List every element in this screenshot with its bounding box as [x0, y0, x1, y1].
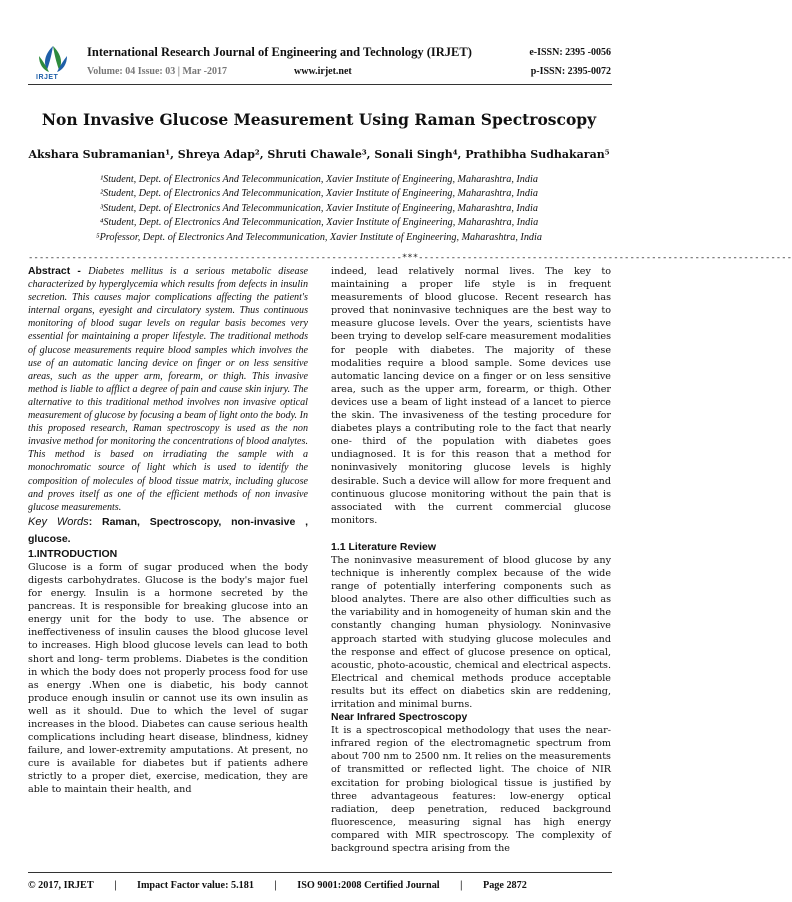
abstract-label: Abstract -	[28, 266, 89, 277]
footer-impact-factor: Impact Factor value: 5.181	[136, 880, 254, 891]
affiliation: ¹Student, Dept. of Electronics And Telecommunication, Xavier Institute of Engineering, Maharashtra, India	[100, 174, 538, 185]
keywords	[28, 514, 308, 548]
header-divider	[28, 84, 612, 85]
footer-iso: ISO 9001:2008 Certified Journal	[297, 880, 440, 891]
keywords-label: Key Words	[28, 515, 89, 528]
page-footer: © 2017, IRJET | Impact Factor value: 5.181 | ISO 9001:2008 Certified Journal | Page 2872	[28, 880, 527, 891]
affiliation: ⁴Student, Dept. of Electronics And Telecommunication, Xavier Institute of Engineering, Maharashtra, India	[99, 217, 539, 229]
journal-header	[0, 0, 638, 80]
introduction-heading: 1.INTRODUCTION	[28, 547, 118, 560]
abstract	[28, 265, 308, 514]
right-column	[331, 265, 611, 855]
footer-copyright: © 2017, IRJET	[28, 880, 94, 891]
literature-text: The noninvasive measurement of blood glucose by any technique is inherently complex because of the wide range of potentially interfering components such as blood analytes. There are also other difficulties such as the variability and in homogeneity of human skin and the constantly changing human physiology. Noninvasive approach started with studying glucose molecules and the response and effect of glucose presence on optical, acoustic, photo-acoustic, chemical and electrical aspects. Electrical and chemical methods produce acceptable results but its effect on diabetics skin are reddening, irritation and minimal burns.	[331, 554, 611, 710]
affiliations	[0, 173, 638, 245]
abstract-text: Diabetes mellitus is a serious metabolic disease characterized by hyperglycemia which results from defects in insulin secretion. This causes major complications affecting the patient's internal organs, eyesight and circulatory system. Thus continuous monitoring of blood sugar levels on regular basis becomes very essential for maintaining a proper lifestyle. The traditional methods of glucose measurements require blood samples which involves the use of an automatic lancing device on finger or on less sensitive areas, such as the upper arm, forearm, or thigh. This invasive method is liable to afflict a degree of pain and cause skin injury. The alternative to this traditional method involves non invasive optical measurement of glucose by focusing a beam of light onto the body. In this proposed research, Raman spectroscopy is used as the non invasive method for monitoring the concentrations of blood analytes. This method is based on irradiating the sample with a monochromatic source of light which is used to identify the composition of molecules of blood tissue matrix, including glucose and proves itself as one of the efficient methods of non invasive glucose measurements.	[28, 266, 308, 513]
left-column	[28, 265, 308, 797]
journal-url[interactable]: www.irjet.net	[294, 66, 352, 77]
affiliation: ³Student, Dept. of Electronics And Telecommunication, Xavier Institute of Engineering, Maharashtra, India	[100, 202, 538, 214]
footer-divider	[28, 872, 612, 873]
introduction-continued: indeed, lead relatively normal lives. The key to maintaining a proper life style is in frequent measurements of blood glucose. Recent research has proved that noninvasive techniques are the best way to measure glucose levels. Over the years, scientists have been trying to develop self-care measurement modalities for people with diabetes. The majority of these modalities require a blood sample. Some devices use automatic lancing device on a finger or on less sensitive area, such as the upper arm, forearm, or thigh. Other devices use a beam of light instead of a lancet to pierce the skin. The invasiveness of the testing procedure for diabetes plays a contributing role to the fact that nearly one- third of the population with diabetes goes undiagnosed. It is for this reason that a method for noninvasively monitoring glucose levels is highly desirable. Such a device will allow for more frequent and continuous glucose monitoring without the pain that is associated with the current commercial glucose monitors.	[331, 266, 611, 526]
eissn: e-ISSN: 2395 -0056	[529, 47, 611, 58]
paper-title: Non Invasive Glucose Measurement Using Raman Spectroscopy	[41, 110, 597, 129]
paper-authors: Akshara Subramanian¹, Shreya Adap², Shruti Chawale³, Sonali Singh⁴, Prathibha Sudhakaran⁵	[28, 148, 610, 161]
literature-heading: 1.1 Literature Review	[331, 540, 437, 553]
keywords-text: : Raman, Spectroscopy, non-invasive , glucose.	[28, 515, 308, 545]
affiliation: ⁵Professor, Dept. of Electronics And Telecommunication, Xavier Institute of Engineering, Maharashtra, India	[96, 231, 542, 243]
introduction-text: Glucose is a form of sugar produced when the body digests carbohydrates. Glucose is the body's major fuel for energy. Insulin is a hormone secreted by the pancreas. It is responsible for breaking glucose into an energy unit for the body to use. The absence or ineffectiveness of insulin causes the blood glucose level to increases. High blood glucose levels can lead to both short and long- term problems. Diabetes is the condition in which the body does not properly process food for use as energy .When one is diabetic, his body cannot produce enough insulin or cannot use its own insulin as well as it should. Due to which the level of sugar increases in the blood. Diabetes can cause serious health complications including heart disease, blindness, kidney failure, and lower-extremity amputations. At present, no cure is available for diabetes but if patients adhere strictly to a proper diet, exercise, medication, they are able to maintain their health, and	[28, 561, 308, 796]
nir-text: It is a spectroscopical methodology that uses the near-infrared region of the electromagnetic spectrum from about 700 nm to 2500 nm. It relies on the measurements of transmitted or reflected light. The choice of NIR excitation for probing biological tissue is justified by three advantageous features: low-energy optical radiation, deep penetration, reduced background fluorescence, measuring signal has high energy compared with MIR spectroscopy. The complexity of background spectra arising from the	[331, 725, 611, 855]
volume-issue: Volume: 04 Issue: 03 | Mar -2017	[87, 66, 227, 77]
section-separator: ---------------------------------------------------------------------***---------------------------------------------------------------------	[28, 253, 792, 263]
footer-page-number: Page 2872	[482, 880, 527, 891]
affiliation: ²Student, Dept. of Electronics And Telecommunication, Xavier Institute of Engineering, Maharashtra, India	[100, 188, 538, 200]
nir-heading: Near Infrared Spectroscopy	[331, 712, 468, 724]
journal-name: International Research Journal of Engineering and Technology (IRJET)	[87, 45, 472, 59]
pissn: p-ISSN: 2395-0072	[530, 66, 611, 77]
logo-text: IRJET	[36, 74, 59, 81]
